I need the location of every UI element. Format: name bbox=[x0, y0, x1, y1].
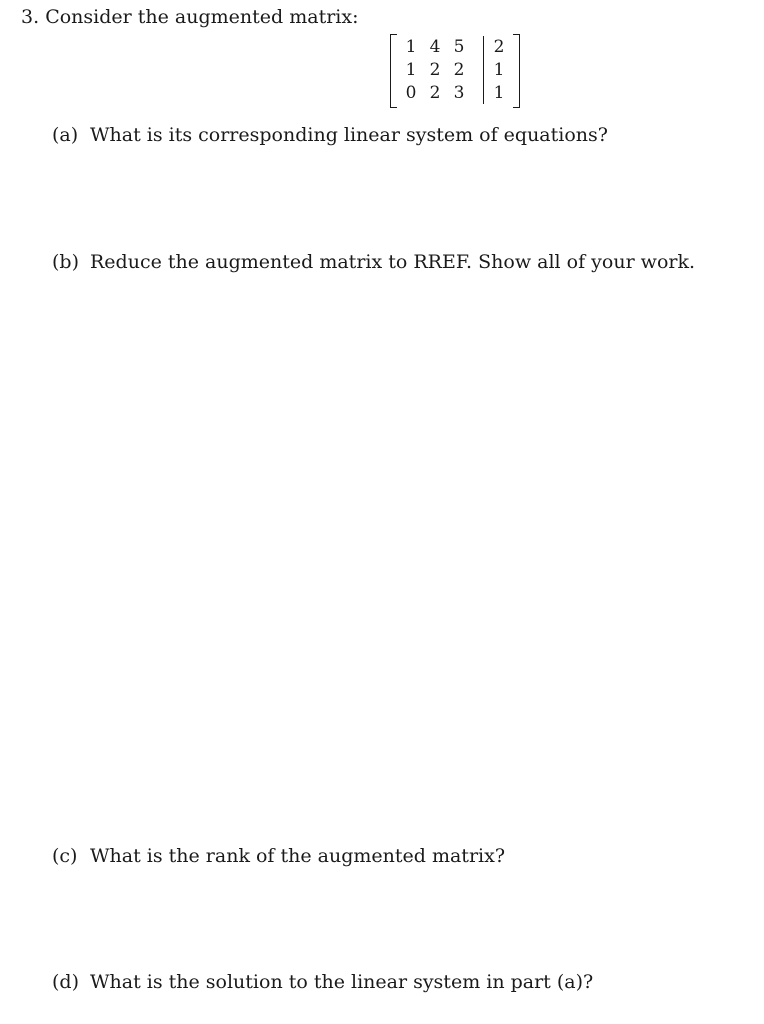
matrix-cell: 1 bbox=[405, 37, 417, 57]
problem-number: 3. bbox=[21, 6, 40, 28]
matrix-cell: 3 bbox=[453, 83, 465, 103]
augmentation-bar bbox=[483, 36, 484, 104]
part-d bbox=[52, 971, 593, 993]
matrix-cell: 2 bbox=[453, 60, 465, 80]
part-b bbox=[52, 251, 695, 273]
part-question: Reduce the augmented matrix to RREF. Show all of your work. bbox=[90, 251, 696, 273]
problem-heading bbox=[21, 6, 358, 28]
matrix-cell: 0 bbox=[405, 83, 417, 103]
matrix-cell-augmented: 2 bbox=[493, 37, 505, 57]
part-question: What is its corresponding linear system of equations? bbox=[90, 124, 608, 146]
matrix-cell: 4 bbox=[429, 37, 441, 57]
matrix-right-bracket bbox=[513, 34, 520, 108]
augmented-matrix bbox=[390, 34, 520, 106]
matrix-cell-augmented: 1 bbox=[493, 83, 505, 103]
part-question: What is the rank of the augmented matrix? bbox=[90, 845, 506, 867]
part-label: (a) bbox=[52, 124, 79, 146]
matrix-cell-augmented: 1 bbox=[493, 60, 505, 80]
part-label: (b) bbox=[52, 251, 79, 273]
part-label: (c) bbox=[52, 845, 78, 867]
matrix-cell: 2 bbox=[429, 83, 441, 103]
matrix-left-bracket bbox=[390, 34, 397, 108]
matrix-cell: 5 bbox=[453, 37, 465, 57]
part-a bbox=[52, 124, 608, 146]
part-label: (d) bbox=[52, 971, 79, 993]
part-c bbox=[52, 845, 505, 867]
problem-prompt: Consider the augmented matrix: bbox=[45, 6, 359, 28]
matrix-cell: 1 bbox=[405, 60, 417, 80]
matrix-cell: 2 bbox=[429, 60, 441, 80]
part-question: What is the solution to the linear system in part (a)? bbox=[90, 971, 594, 993]
